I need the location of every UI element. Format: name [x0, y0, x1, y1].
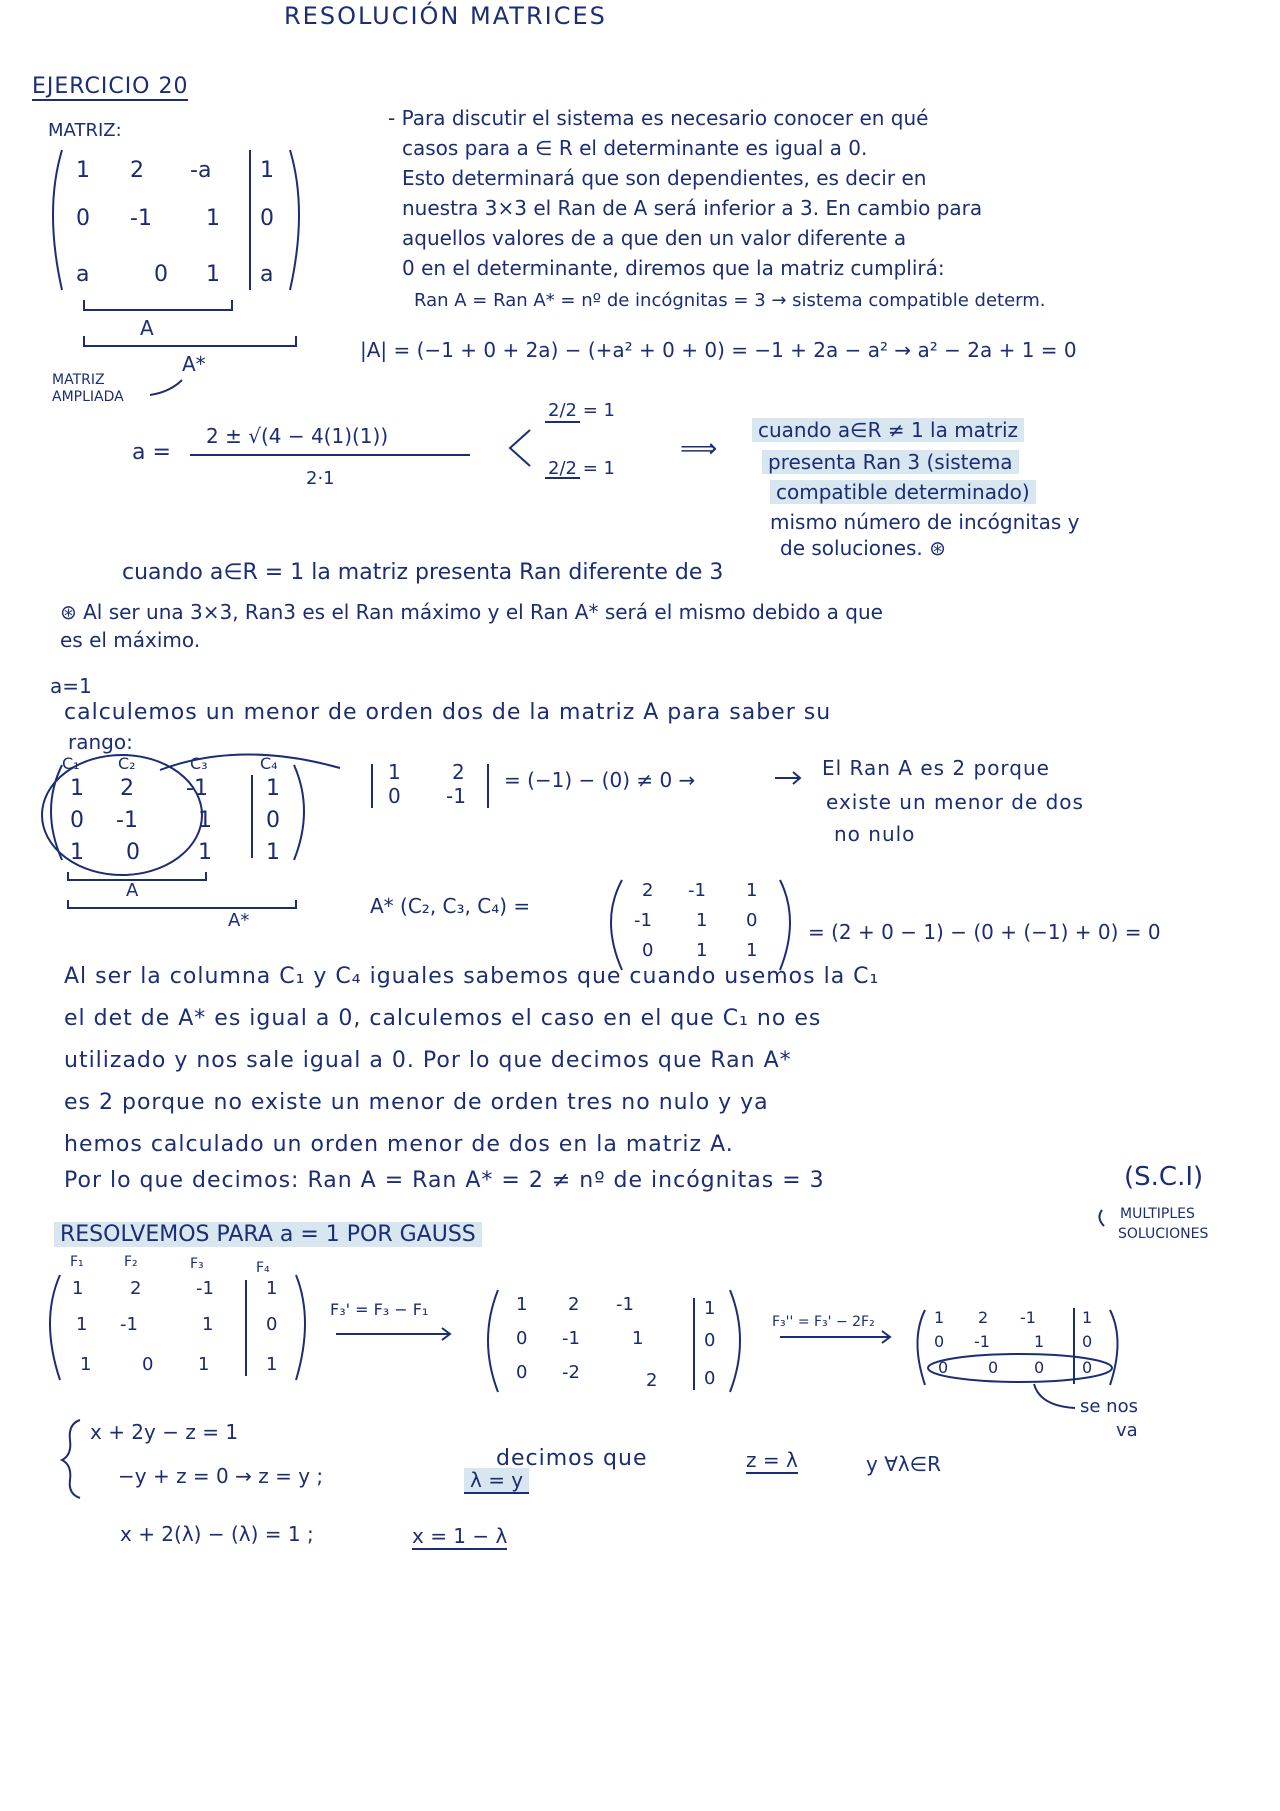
m-cell: a [76, 262, 90, 287]
x-substitution: x + 2(λ) − (λ) = 1 ; [120, 1522, 314, 1546]
as-cell: 2 [642, 880, 654, 901]
g1-cell: 1 [266, 1354, 278, 1375]
as-cell: 0 [642, 940, 654, 961]
cuando-line: de soluciones. ⊛ [780, 536, 946, 560]
calc-line: calculemos un menor de orden dos de la matriz A para saber su [64, 700, 832, 725]
intro-line: Ran A = Ran A* = nº de incógnitas = 3 → sistema compatible determ. [414, 290, 1046, 311]
intro-line: Esto determinará que son dependientes, es decir en [402, 166, 927, 190]
g2-cell: 1 [516, 1294, 528, 1315]
sci-hook [1099, 1210, 1104, 1226]
as-cell: 1 [696, 940, 708, 961]
g1-cell: 2 [130, 1278, 142, 1299]
g3-cell: 0 [1034, 1358, 1045, 1377]
lambda-equals-y: λ = y [464, 1468, 529, 1494]
g1-cell: 0 [266, 1314, 278, 1335]
matriz-ampliada-label: MATRIZ AMPLIADA [52, 372, 124, 405]
minor-conclusion: existe un menor de dos [826, 790, 1084, 814]
a-equals-1: a=1 [50, 674, 92, 698]
z-equals-lambda: z = λ [746, 1448, 798, 1472]
quad-numerator: 2 ± √(4 − 4(1)(1)) [206, 424, 389, 448]
row-label: F₃ [190, 1256, 204, 1272]
g3-cell: 1 [1034, 1332, 1045, 1351]
a1-cell: 1 [198, 840, 212, 865]
m-cell: 1 [76, 158, 90, 183]
system-brace [62, 1420, 80, 1498]
a1-cell: 1 [70, 840, 84, 865]
multiples-label: MULTIPLES [1120, 1206, 1195, 1222]
m-cell: 0 [260, 206, 274, 231]
a1-cell: 1 [198, 808, 212, 833]
gauss-matrix-2 [508, 1294, 738, 1394]
a1-matrix [62, 776, 292, 866]
minor-conclusion: El Ran A es 2 porque [822, 756, 1050, 780]
intro-line: casos para a ∈ R el determinante es igual a 0. [402, 136, 868, 160]
g1-right [296, 1275, 305, 1380]
para-line: el det de A* es igual a 0, calculemos el caso en el que C₁ no es [64, 1006, 822, 1031]
astar-lhs: A* (C₂, C₃, C₄) = [370, 894, 531, 918]
g2-cell: 0 [516, 1362, 528, 1383]
a1-Astar-brace [68, 900, 296, 908]
intro-line: - Para discutir el sistema es necesario conocer en qué [388, 106, 929, 130]
a1-cell: 1 [70, 776, 84, 801]
g2-cell: -1 [562, 1328, 580, 1349]
label-A: A [140, 316, 154, 340]
gauss-op-2: F₃'' = F₃' − 2F₂ [772, 1314, 875, 1330]
astar-right-bracket [780, 880, 790, 970]
page-title: RESOLUCIÓN MATRICES [284, 2, 607, 30]
g2-cell: 1 [704, 1298, 716, 1319]
a1-cell: 2 [120, 776, 134, 801]
system-eq-2: −y + z = 0 → z = y ; [118, 1464, 324, 1488]
g3-cell: 0 [938, 1358, 949, 1377]
cuando-line: presenta Ran 3 (sistema [762, 450, 1019, 474]
minor-equation: = (−1) − (0) ≠ 0 → [504, 768, 696, 792]
cuando-line: cuando a∈R ≠ 1 la matriz [752, 418, 1024, 442]
A-brace [84, 300, 232, 310]
as-cell: 0 [746, 910, 758, 931]
footnote-line: es el máximo. [60, 628, 201, 652]
minor-cell: -1 [446, 784, 466, 808]
minor-cell: 2 [452, 760, 465, 784]
para-line: es 2 porque no existe un menor de orden tres no nulo y ya [64, 1090, 769, 1115]
determinant-equation: |A| = (−1 + 0 + 2a) − (+a² + 0 + 0) = −1 + 2a − a² → a² − 2a + 1 = 0 [360, 338, 1077, 362]
as-cell: -1 [688, 880, 706, 901]
g3-cell: -1 [1020, 1308, 1036, 1327]
g2-left [488, 1290, 498, 1392]
m-cell: 1 [206, 262, 220, 287]
col-label: C₃ [190, 754, 208, 773]
implies-arrow: ⟹ [680, 434, 718, 464]
se-nos-va: se nos [1080, 1396, 1138, 1417]
g3-left [918, 1310, 926, 1385]
row-label: F₄ [256, 1260, 270, 1276]
g1-cell: 1 [76, 1314, 88, 1335]
cuando-line: compatible determinado) [770, 480, 1036, 504]
arrow-to-minor [160, 754, 340, 770]
para-line: hemos calculado un orden menor de dos en la matriz A. [64, 1132, 734, 1157]
exercise-heading: EJERCICIO 20 [32, 74, 189, 99]
astar-equation: = (2 + 0 − 1) − (0 + (−1) + 0) = 0 [808, 920, 1161, 944]
system-eq-1: x + 2y − z = 1 [90, 1420, 239, 1444]
gauss-op-1: F₃' = F₃ − F₁ [330, 1300, 429, 1319]
label-Astar: A* [182, 352, 206, 376]
a1-label-A: A [126, 880, 139, 901]
g1-cell: 0 [142, 1354, 154, 1375]
m-cell: a [260, 262, 274, 287]
g2-cell: 0 [704, 1330, 716, 1351]
as-cell: 1 [696, 910, 708, 931]
g1-cell: -1 [196, 1278, 214, 1299]
se-nos-va: va [1116, 1420, 1138, 1441]
a1-label-Astar: A* [228, 910, 250, 931]
col-label: C₂ [118, 754, 136, 773]
intro-line: 0 en el determinante, diremos que la matriz cumplirá: [402, 256, 945, 280]
a1-cell: 0 [126, 840, 140, 865]
g3-cell: 0 [1082, 1332, 1093, 1351]
g1-cell: -1 [120, 1314, 138, 1335]
a1-cell: 1 [266, 840, 280, 865]
g1-cell: 1 [198, 1354, 210, 1375]
para-line: Por lo que decimos: Ran A = Ran A* = 2 ≠ nº de incógnitas = 3 [64, 1168, 825, 1193]
intro-line: nuestra 3×3 el Ran de A será inferior a 3. En cambio para [402, 196, 983, 220]
as-cell: 1 [746, 940, 758, 961]
g3-cell: 2 [978, 1308, 989, 1327]
g1-cell: 1 [72, 1278, 84, 1299]
row-label: F₂ [124, 1254, 138, 1270]
gauss-matrix-3 [932, 1308, 1112, 1388]
g2-cell: 0 [704, 1368, 716, 1389]
quad-lhs: a = [132, 440, 171, 465]
a1-cell: -1 [186, 776, 208, 801]
para-line: utilizado y nos sale igual a 0. Por lo que decimos que Ran A* [64, 1048, 792, 1073]
g2-cell: -1 [616, 1294, 634, 1315]
minor-cell: 0 [388, 784, 401, 808]
quad-denominator: 2·1 [306, 468, 335, 489]
m-cell: -a [190, 158, 212, 183]
minor-cell: 1 [388, 760, 401, 784]
m-cell: 0 [76, 206, 90, 231]
g3-cell: 0 [934, 1332, 945, 1351]
a1-cell: 0 [266, 808, 280, 833]
as-cell: 1 [746, 880, 758, 901]
cuando-a-equals-1: cuando a∈R = 1 la matriz presenta Ran diferente de 3 [122, 560, 724, 585]
matrix-left-bracket [53, 150, 62, 290]
gauss-heading: RESOLVEMOS PARA a = 1 POR GAUSS [54, 1222, 482, 1247]
gauss-matrix-1 [66, 1278, 296, 1378]
g1-cell: 1 [266, 1278, 278, 1299]
g3-cell: 1 [934, 1308, 945, 1327]
g2-cell: 1 [632, 1328, 644, 1349]
g2-cell: 0 [516, 1328, 528, 1349]
m-cell: -1 [130, 206, 152, 231]
a1-right-bracket [294, 765, 304, 860]
quad-root-1: 2/2 = 1 [548, 400, 615, 421]
calc-line: rango: [68, 730, 133, 754]
g2-cell: 2 [646, 1370, 658, 1391]
row-label: F₁ [70, 1254, 84, 1270]
g2-cell: -2 [562, 1362, 580, 1383]
multiples-label: SOLUCIONES [1118, 1226, 1209, 1242]
a1-cell: -1 [116, 808, 138, 833]
minor-conclusion: no nulo [834, 822, 916, 846]
para-line: Al ser la columna C₁ y C₄ iguales sabemos que cuando usemos la C₁ [64, 964, 880, 989]
forall-lambda: y ∀λ∈R [866, 1452, 942, 1476]
ampliada-arrow [150, 380, 182, 395]
cuando-line: mismo número de incógnitas y [770, 510, 1080, 534]
a1-cell: 1 [266, 776, 280, 801]
matrix-label: MATRIZ: [48, 120, 122, 141]
footnote-line: ⊛ Al ser una 3×3, Ran3 es el Ran máximo y el Ran A* será el mismo debido a que [60, 600, 883, 624]
g1-left [50, 1275, 60, 1380]
astar-left-bracket [611, 880, 622, 970]
m-cell: 1 [206, 206, 220, 231]
astar-matrix [630, 880, 780, 970]
a1-cell: 0 [70, 808, 84, 833]
col-label: C₁ [62, 754, 80, 773]
m-cell: 1 [260, 158, 274, 183]
g1-cell: 1 [202, 1314, 214, 1335]
m-cell: 0 [154, 262, 168, 287]
g3-cell: 0 [1082, 1358, 1093, 1377]
main-matrix [62, 158, 292, 287]
intro-line: aquellos valores de a que den un valor diferente a [402, 226, 907, 250]
g1-cell: 1 [80, 1354, 92, 1375]
x-result: x = 1 − λ [412, 1524, 508, 1548]
m-cell: 2 [130, 158, 144, 183]
decimos-que: decimos que [496, 1446, 648, 1471]
col-label: C₄ [260, 754, 278, 773]
g3-cell: -1 [974, 1332, 990, 1351]
branch-lt [510, 430, 530, 466]
quad-root-2: 2/2 = 1 [548, 458, 615, 479]
g2-cell: 2 [568, 1294, 580, 1315]
sci-label: (S.C.I) [1124, 1162, 1204, 1192]
as-cell: -1 [634, 910, 652, 931]
g3-cell: 0 [988, 1358, 999, 1377]
g3-cell: 1 [1082, 1308, 1093, 1327]
Astar-brace [84, 336, 296, 346]
